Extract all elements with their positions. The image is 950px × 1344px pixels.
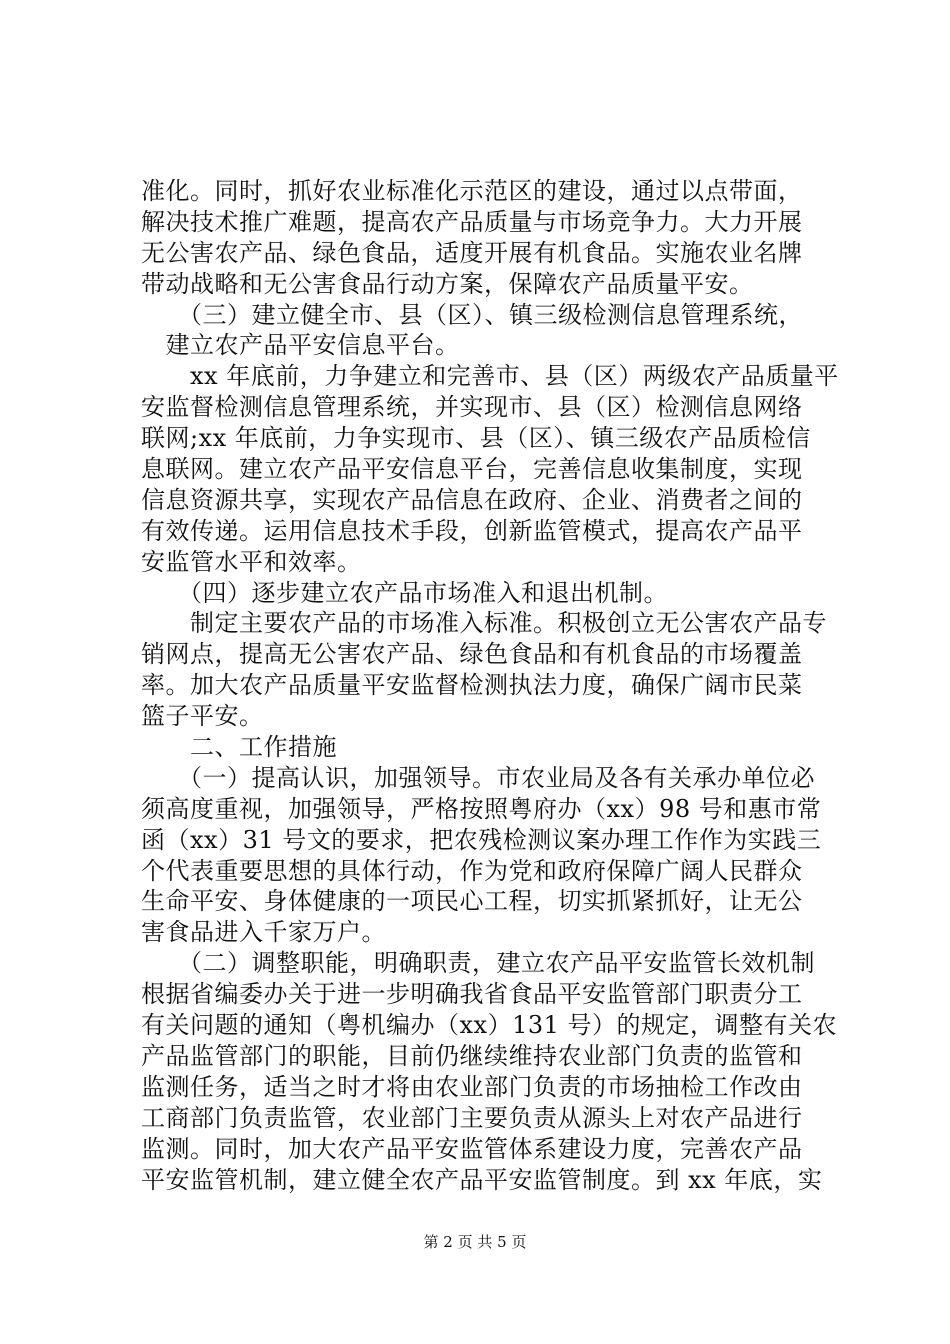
text-line: 带动战略和无公害食品行动方案，保障农产品质量平安。 <box>141 269 754 298</box>
text-line: 平安监管机制，建立健全农产品平安监管制度。到 xx 年底，实 <box>141 1165 823 1194</box>
text-line: （二）调整职能，明确职责，建立农产品平安监管长效机制 <box>141 949 815 978</box>
text-line: 个代表重要思想的具体行动，作为党和政府保障广阔人民群众 <box>141 856 803 885</box>
text-line: 工商部门负责监管，农业部门主要负责从源头上对农产品进行 <box>141 1103 803 1132</box>
text-line: 须高度重视，加强领导，严格按照粤府办（xx）98 号和惠市常 <box>141 794 822 823</box>
text-line: 安监管水平和效率。 <box>141 547 362 576</box>
text-line: 监测任务，适当之时才将由农业部门负责的市场抽检工作改由 <box>141 1072 803 1101</box>
page-number: 第 2 页 共 5 页 <box>423 1233 527 1251</box>
text-line: 产品监管部门的职能，目前仍继续维持农业部门负责的监管和 <box>141 1041 803 1070</box>
section-heading: （三）建立健全市、县（区）、镇三级检测信息管理系统， <box>141 300 803 329</box>
text-line: 信息资源共享，实现农产品信息在政府、企业、消费者之间的 <box>141 485 803 514</box>
text-line: 有关问题的通知（粤机编办（xx）131 号）的规定，调整有关农 <box>141 1011 838 1040</box>
text-line: 监测。同时，加大农产品平安监管体系建设力度，完善农产品 <box>141 1134 803 1163</box>
section-heading: 二、工作措施 <box>141 733 337 762</box>
text-line: 率。加大农产品质量平安监督检测执法力度，确保广阔市民菜 <box>141 671 803 700</box>
text-line: 解决技术推广难题，提高农产品质量与市场竞争力。大力开展 <box>141 207 803 236</box>
text-line: xx 年底前，力争建立和完善市、县（区）两级农产品质量平 <box>141 362 839 391</box>
text-line: 函（xx）31 号文的要求，把农残检测议案办理工作作为实践三 <box>141 825 822 854</box>
body-text <box>141 176 839 1195</box>
text-line: 息联网。建立农产品平安信息平台，完善信息收集制度，实现 <box>141 455 803 484</box>
text-line: 安监督检测信息管理系统，并实现市、县（区）检测信息网络 <box>141 393 803 422</box>
text-line: 准化。同时，抓好农业标准化示范区的建设，通过以点带面， <box>141 177 803 205</box>
text-line: 销网点，提高无公害农产品、绿色食品和有机食品的市场覆盖 <box>141 640 803 669</box>
section-heading-cont: 建立农产品平安信息平台。 <box>141 331 460 360</box>
text-line: 生命平安、身体健康的一项民心工程，切实抓紧抓好，让无公 <box>141 887 803 916</box>
page-footer <box>0 1232 950 1252</box>
text-line: 制定主要农产品的市场准入标准。积极创立无公害农产品专 <box>141 609 827 638</box>
text-line: 联网;xx 年底前，力争实现市、县（区）、镇三级农产品质检信 <box>141 424 811 453</box>
text-line: 根据省编委办关于进一步明确我省食品平安监管部门职责分工 <box>141 980 803 1009</box>
text-line: 害食品进入千家万户。 <box>141 918 386 947</box>
text-line: 篮子平安。 <box>141 702 264 731</box>
text-line: 无公害农产品、绿色食品，适度开展有机食品。实施农业名牌 <box>141 238 803 267</box>
text-line: 有效传递。运用信息技术手段，创新监管模式，提高农产品平 <box>141 516 803 545</box>
text-line: （一）提高认识，加强领导。市农业局及各有关承办单位必 <box>141 763 815 792</box>
section-heading: （四）逐步建立农产品市场准入和退出机制。 <box>141 578 668 607</box>
